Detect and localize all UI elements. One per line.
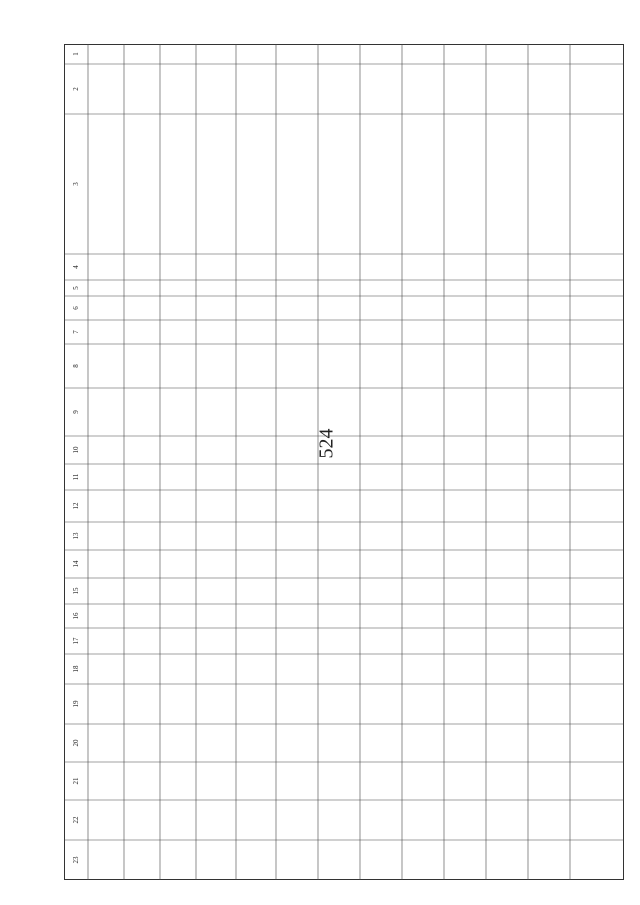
column-index-label: 14 [72, 560, 80, 568]
column-index-label: 22 [72, 816, 80, 824]
column-index-label: 19 [72, 700, 80, 708]
column-index-label: 2 [72, 87, 80, 91]
column-index-label: 23 [72, 856, 80, 864]
column-index-label: 13 [72, 532, 80, 540]
column-index-label: 10 [72, 446, 80, 454]
column-index-label: 17 [72, 637, 80, 645]
column-index-label: 5 [72, 286, 80, 290]
column-index-label: 16 [72, 612, 80, 620]
rotated-table [64, 44, 624, 880]
column-index-label: 6 [72, 306, 80, 310]
column-index-label: 3 [72, 182, 80, 186]
page-number: 524 [315, 428, 338, 459]
column-index-label: 21 [72, 777, 80, 785]
column-index-label: 9 [72, 410, 80, 414]
column-index-labels [64, 44, 624, 880]
column-index-label: 4 [72, 265, 80, 269]
column-index-label: 7 [72, 330, 80, 334]
column-index-label: 15 [72, 587, 80, 595]
column-index-label: 11 [72, 473, 80, 481]
column-index-label: 1 [72, 52, 80, 56]
column-index-label: 12 [72, 502, 80, 510]
column-index-label: 18 [72, 665, 80, 673]
column-index-label: 20 [72, 739, 80, 747]
column-index-label: 8 [72, 364, 80, 368]
